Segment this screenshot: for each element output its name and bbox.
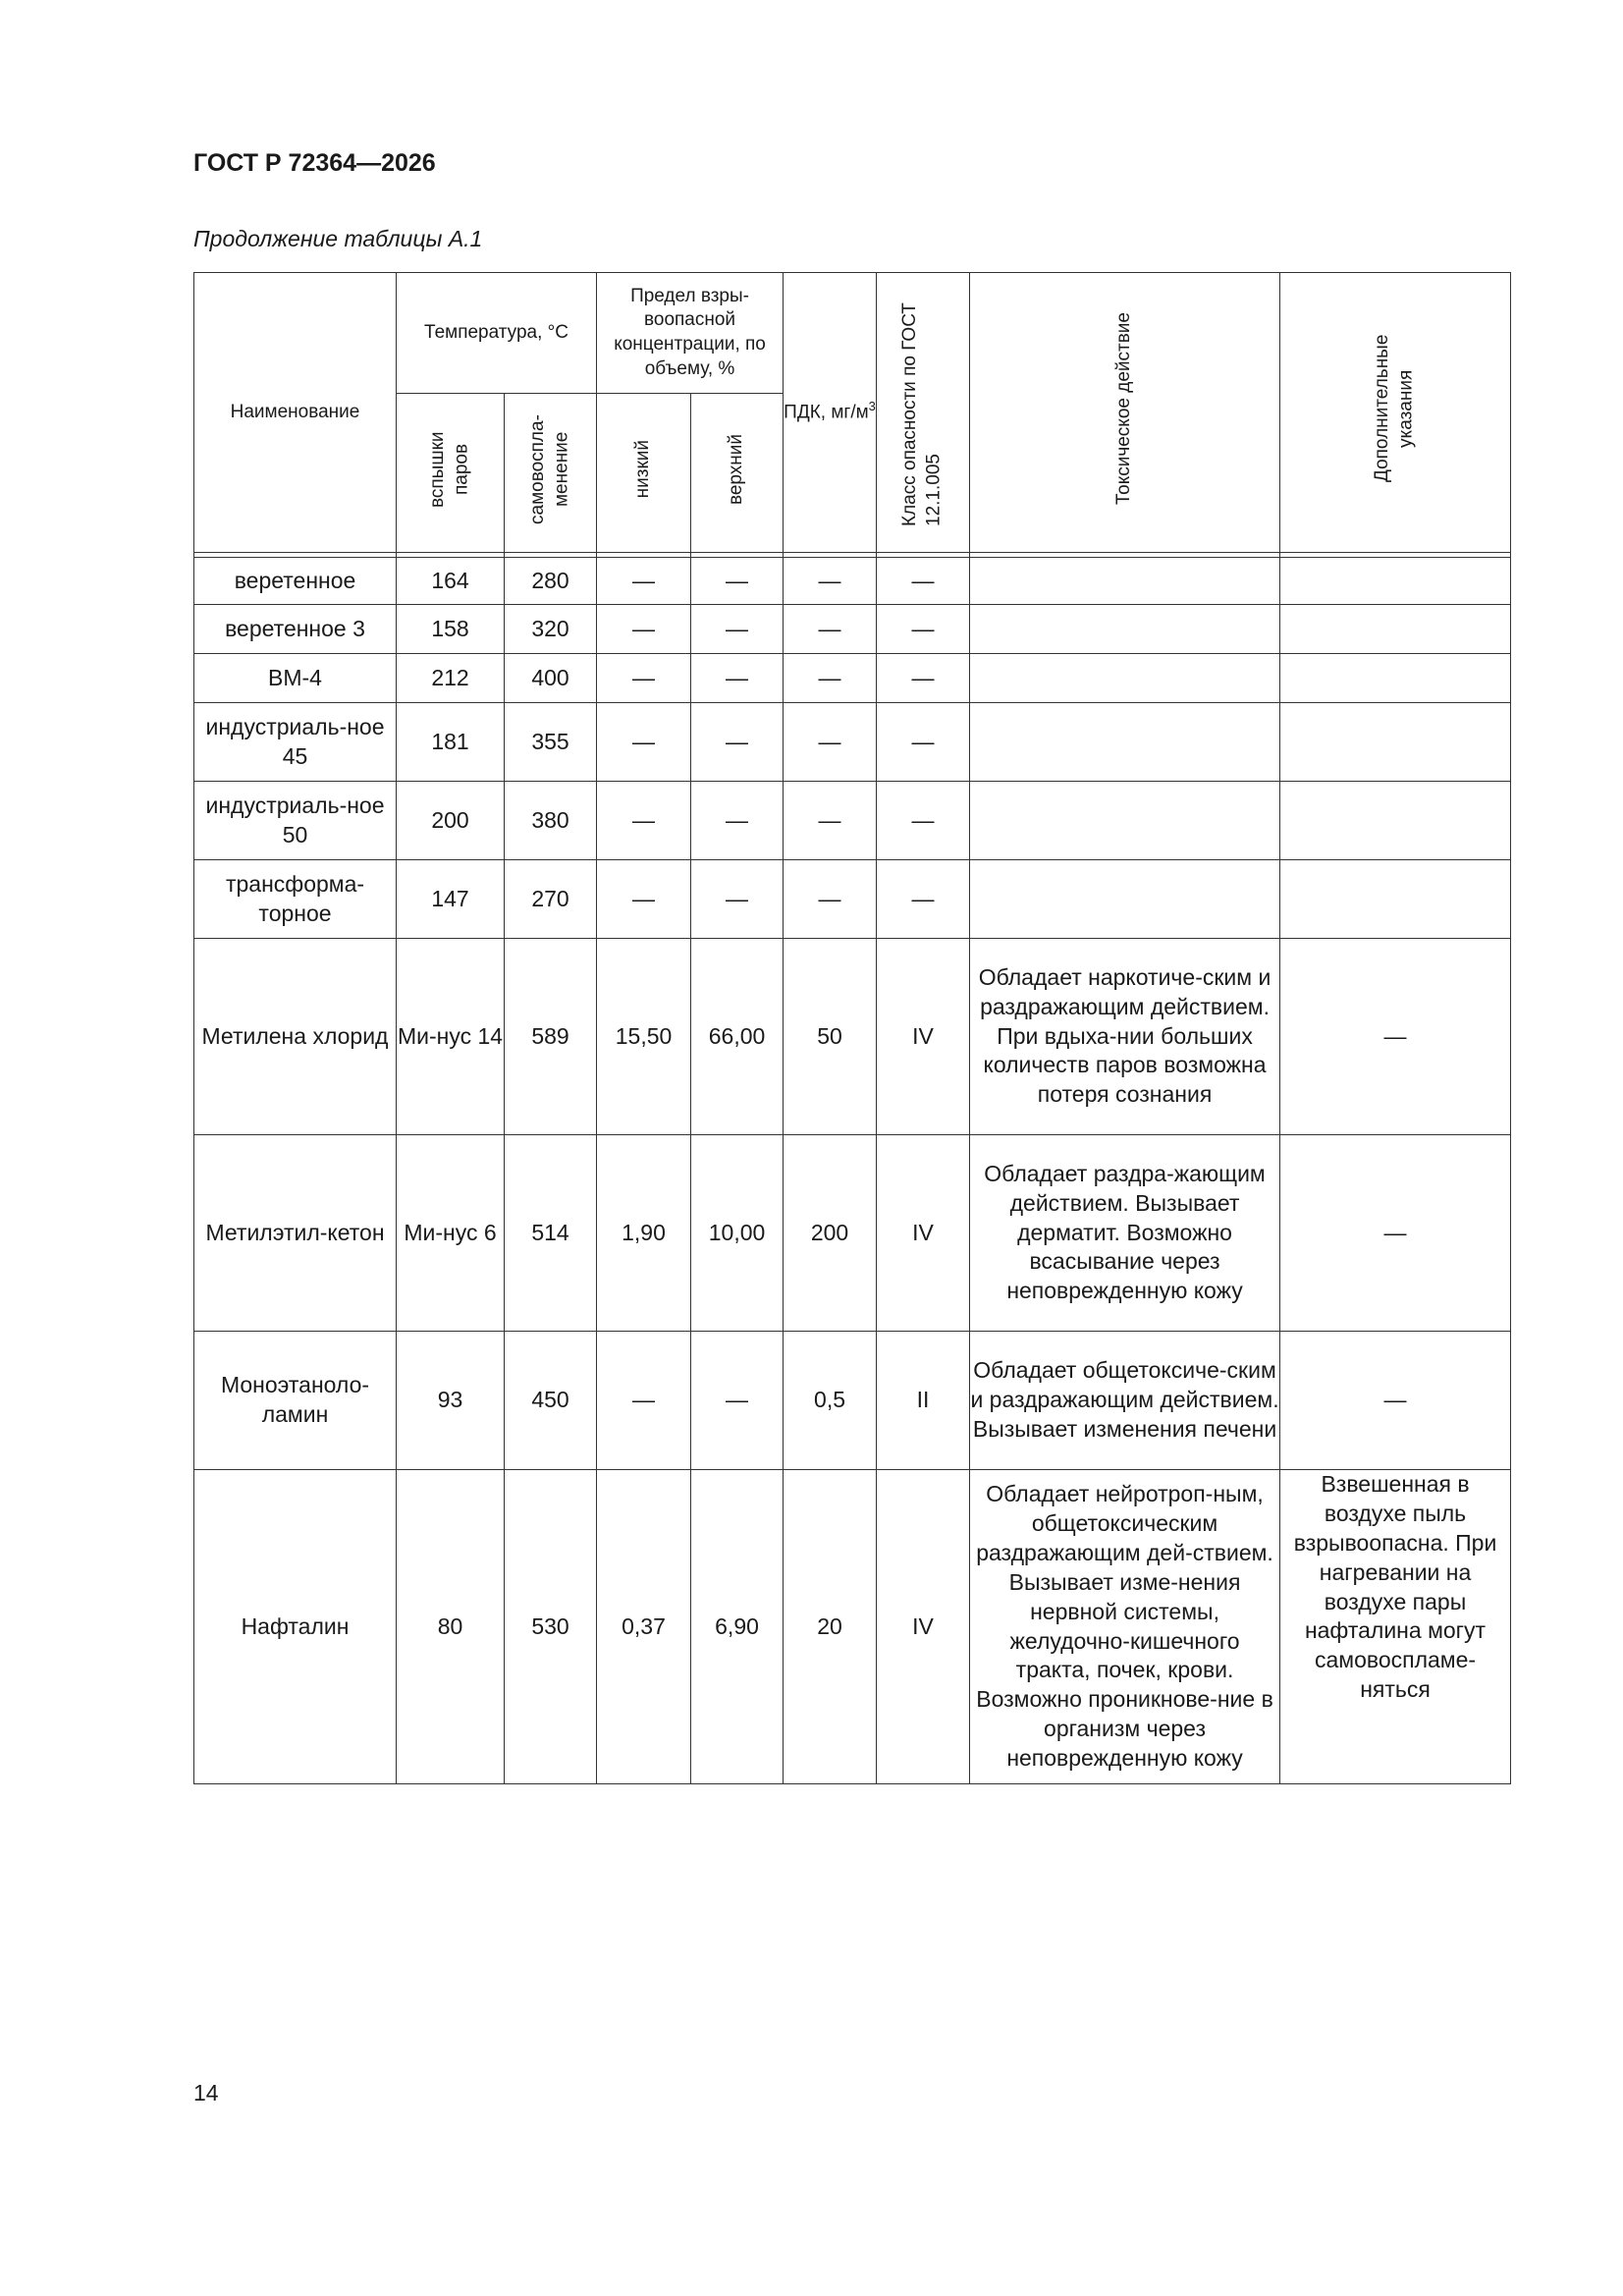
header-label: Класс опасности по ГОСТ 12.1.005 [899,302,946,527]
table-row [194,782,1511,860]
table-cell: — [784,782,877,860]
table-cell: индустриаль-ное 50 [194,782,397,860]
header-label: Дополнительные указания [1372,334,1418,483]
table-cell [1280,605,1511,654]
table-cell: 164 [397,558,505,605]
document-header: ГОСТ Р 72364—2026 [193,149,436,177]
table-cell: 158 [397,605,505,654]
header-label: верхний [726,433,747,505]
table-cell: 200 [784,1135,877,1332]
table-cell: Взвешенная в воздухе пыль взрывоопасна. При нагревании на воздухе пары нафталина могут самовоспламе-няться [1280,1470,1511,1784]
table-cell: трансформа-торное [194,860,397,939]
table-cell: Обладает нейротроп-ным, общетоксическим раздражающим дей-ствием. Вызывает изме-нения нервной системы, желудочно-кишечного тракта, почек, крови. Возможно проникнове-ние в организм через неповрежденную кожу [970,1470,1280,1784]
header-label: низкий [632,439,654,499]
table-cell: — [691,558,784,605]
header-limit-high [691,394,784,553]
header-temp-flash [397,394,505,553]
table-cell: IV [877,1135,970,1332]
header-label: Предел взры-воопасной концентрации, по объему, % [614,285,766,379]
table-cell: 6,90 [691,1470,784,1784]
table-cell: Моноэтаноло-ламин [194,1332,397,1470]
table-cell: — [784,703,877,782]
table-row [194,939,1511,1135]
table-cell: II [877,1332,970,1470]
table-cell: — [877,558,970,605]
table-cell: 320 [505,605,597,654]
table-cell [970,703,1280,782]
table-cell: Обладает наркотиче-ским и раздражающим действием. При вдыха-нии больших количеств паров возможна потеря сознания [970,939,1280,1135]
table-cell: Обладает раздра-жающим действием. Вызывает дерматит. Возможно всасывание через неповрежденную кожу [970,1135,1280,1332]
table-cell: — [597,654,691,703]
table-cell: веретенное [194,558,397,605]
header-temp-self-ignition [505,394,597,553]
table-cell: — [597,558,691,605]
table-cell: 10,00 [691,1135,784,1332]
header-pdk [784,273,877,553]
table-cell: — [597,860,691,939]
table-cell: 93 [397,1332,505,1470]
table-cell: — [1280,1135,1511,1332]
table-cell: 450 [505,1332,597,1470]
table-row [194,1135,1511,1332]
table-cell [1280,654,1511,703]
table-cell: 270 [505,860,597,939]
table-cell: 0,5 [784,1332,877,1470]
table-row [194,558,1511,605]
table-cell: Ми-нус 14 [397,939,505,1135]
table-cell: Метилэтил-кетон [194,1135,397,1332]
header-name [194,273,397,553]
table-cell: Ми-нус 6 [397,1135,505,1332]
table-cell: 355 [505,703,597,782]
table-cell [1280,782,1511,860]
header-temperature [397,273,597,394]
table-cell [970,654,1280,703]
table-cell: веретенное 3 [194,605,397,654]
table-cell [970,605,1280,654]
header-hazard-class [877,273,970,553]
table-cell [1280,860,1511,939]
header-label: Температура, °С [424,321,568,343]
table-cell: 200 [397,782,505,860]
table-cell: — [877,654,970,703]
table-cell: — [597,782,691,860]
table-cell: 1,90 [597,1135,691,1332]
table-cell: — [784,605,877,654]
header-label: самовоспла-менение [526,413,572,524]
table-row [194,1470,1511,1784]
table-cell: ВМ-4 [194,654,397,703]
table-cell: 147 [397,860,505,939]
table-row [194,605,1511,654]
table-cell: — [877,860,970,939]
table-row [194,1332,1511,1470]
table-cell: — [691,605,784,654]
page-number: 14 [193,2080,219,2105]
table-cell: — [1280,1332,1511,1470]
table-cell: Метилена хлорид [194,939,397,1135]
table-cell: Обладает общетоксиче-ским и раздражающим действием. Вызывает изменения печени [970,1332,1280,1470]
table-cell: IV [877,1470,970,1784]
header-explosive-limit [597,273,784,394]
table-row [194,654,1511,703]
table-cell: — [597,605,691,654]
table-row [194,860,1511,939]
header-additional [1280,273,1511,553]
table-cell: — [597,703,691,782]
table-cell: — [784,860,877,939]
table-cell [970,558,1280,605]
table-cell: — [1280,939,1511,1135]
header-label: вспышки паров [426,430,472,508]
table-cell: 589 [505,939,597,1135]
table-cell: — [877,782,970,860]
header-toxic-action [970,273,1280,553]
header-limit-low [597,394,691,553]
table-cell: — [691,782,784,860]
header-label: Токсическое действие [1113,312,1135,506]
table-cell: — [877,703,970,782]
table-cell: 212 [397,654,505,703]
table-cell: — [691,1332,784,1470]
table-caption: Продолжение таблицы А.1 [193,226,483,251]
table-cell: 181 [397,703,505,782]
header-label: ПДК, мг/м [784,402,869,423]
table-cell: Нафталин [194,1470,397,1784]
table-cell: — [691,860,784,939]
table-cell: 50 [784,939,877,1135]
table-cell: 0,37 [597,1470,691,1784]
table-cell: — [597,1332,691,1470]
table-cell: 280 [505,558,597,605]
hazard-table [193,272,1511,1784]
header-label: Наименование [230,401,360,422]
table-cell: 15,50 [597,939,691,1135]
table-cell: — [691,654,784,703]
table-cell: 400 [505,654,597,703]
table-cell: 514 [505,1135,597,1332]
table-cell: 66,00 [691,939,784,1135]
table-cell: 530 [505,1470,597,1784]
table-cell [970,860,1280,939]
table-cell [1280,558,1511,605]
table-cell [970,782,1280,860]
table-cell: индустриаль-ное 45 [194,703,397,782]
header-label: 3 [868,399,876,414]
table-cell: — [784,558,877,605]
table-cell: 380 [505,782,597,860]
table-row [194,703,1511,782]
table-cell: — [691,703,784,782]
table-cell: 80 [397,1470,505,1784]
table-cell: — [877,605,970,654]
table-cell: IV [877,939,970,1135]
table-cell [1280,703,1511,782]
table-cell: — [784,654,877,703]
table-cell: 20 [784,1470,877,1784]
